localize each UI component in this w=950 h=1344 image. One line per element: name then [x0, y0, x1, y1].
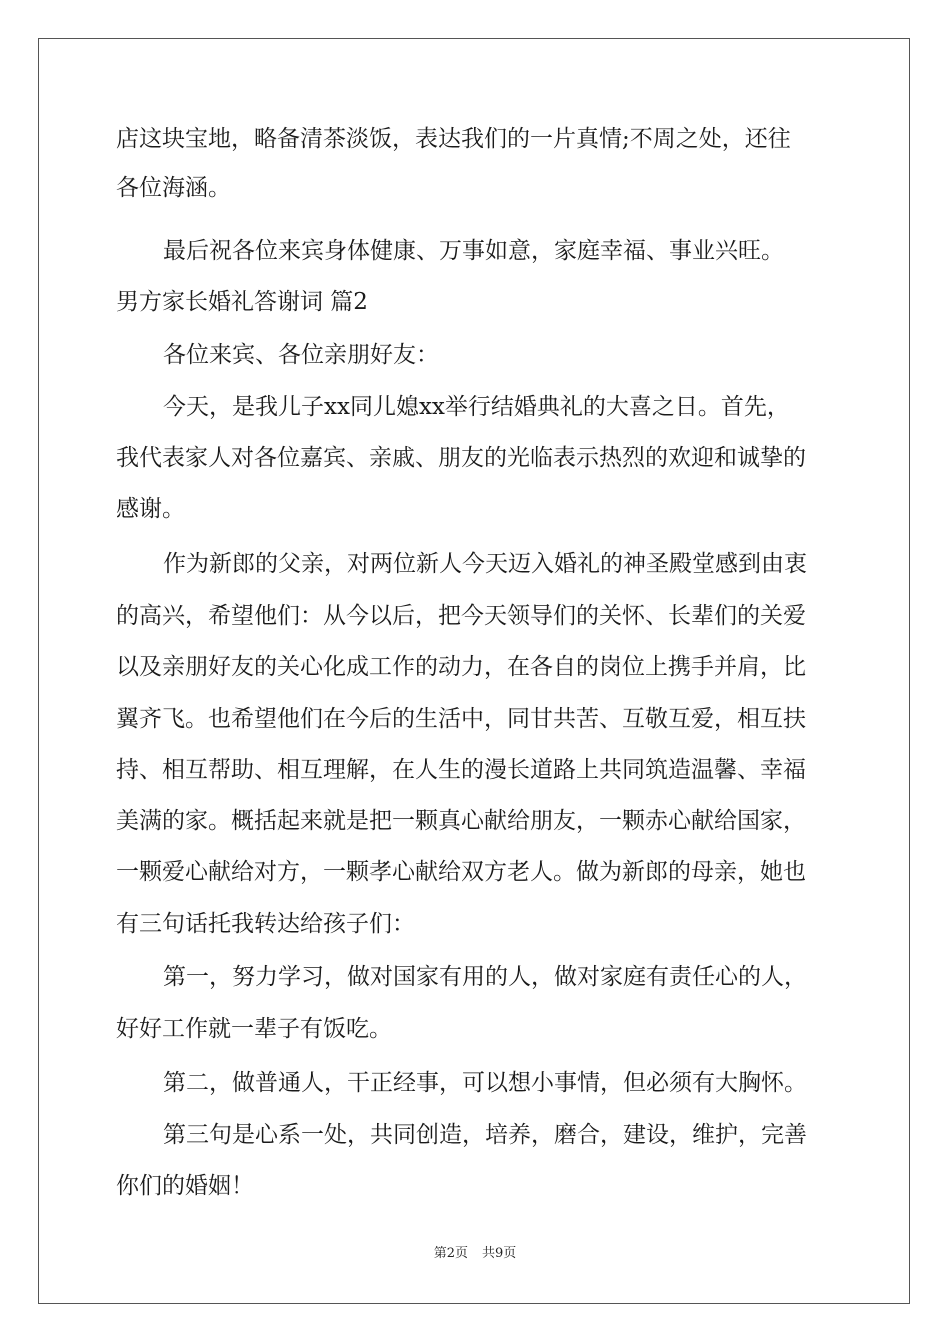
text-line: 各位来宾、各位亲朋好友： — [163, 342, 439, 368]
text-line: 美满的家。概括起来就是把一颗真心献给朋友，一颗赤心献给国家， — [116, 808, 806, 834]
text-line: 有三句话托我转达给孩子们： — [116, 911, 415, 937]
text-line: 第三句是心系一处，共同创造，培养，磨合，建设，维护，完善 — [163, 1122, 807, 1148]
text-line: 以及亲朋好友的关心化成工作的动力，在各自的岗位上携手并肩，比 — [116, 654, 806, 680]
text-line: 你们的婚姻！ — [116, 1173, 254, 1199]
section-heading: 男方家长婚礼答谢词 篇2 — [116, 289, 368, 315]
text-line: 一颗爱心献给对方，一颗孝心献给双方老人。做为新郎的母亲，她也 — [116, 859, 806, 885]
text-line: 第二，做普通人，干正经事，可以想小事情，但必须有大胸怀。 — [163, 1070, 807, 1096]
text-line: 今天，是我儿子xx同儿媳xx举行结婚典礼的大喜之日。首先， — [163, 394, 790, 420]
text-line: 最后祝各位来宾身体健康、万事如意，家庭幸福、事业兴旺。 — [163, 238, 784, 264]
text-line: 翼齐飞。也希望他们在今后的生活中，同甘共苦、互敬互爱，相互扶 — [116, 706, 806, 732]
text-line: 店这块宝地，略备清茶淡饭，表达我们的一片真情;不周之处，还往 — [116, 126, 791, 152]
text-line: 第一，努力学习，做对国家有用的人，做对家庭有责任心的人， — [163, 964, 807, 990]
text-line: 各位海涵。 — [116, 175, 231, 201]
text-line: 作为新郎的父亲，对两位新人今天迈入婚礼的神圣殿堂感到由衷 — [163, 551, 807, 577]
page-footer — [0, 1242, 950, 1261]
text-line: 好好工作就一辈子有饭吃。 — [116, 1016, 392, 1042]
text-line: 感谢。 — [116, 496, 185, 522]
text-line: 我代表家人对各位嘉宾、亲戚、朋友的光临表示热烈的欢迎和诚挚的 — [116, 445, 806, 471]
page-number-current: 第2页 — [433, 1246, 468, 1261]
text-line: 的高兴，希望他们：从今以后，把今天领导们的关怀、长辈们的关爱 — [116, 603, 806, 629]
text-line: 持、相互帮助、相互理解，在人生的漫长道路上共同筑造温馨、幸福 — [116, 757, 806, 783]
page-number-total: 共9页 — [482, 1246, 517, 1261]
